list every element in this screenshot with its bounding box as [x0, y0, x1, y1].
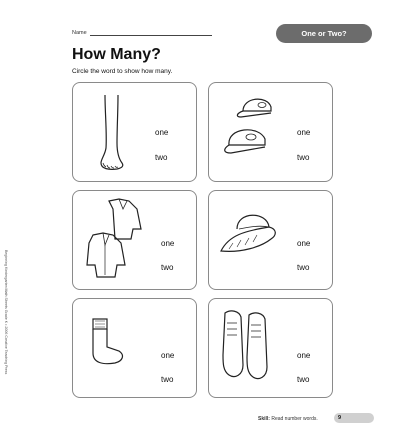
foot-icon: [91, 93, 131, 173]
option-one[interactable]: one: [297, 239, 311, 248]
option-two[interactable]: two: [297, 375, 310, 384]
option-two[interactable]: two: [297, 153, 310, 162]
option-one[interactable]: one: [161, 351, 175, 360]
option-two[interactable]: two: [155, 153, 168, 162]
name-label: Name: [72, 30, 87, 36]
name-line: [72, 30, 212, 36]
copyright-credit: Beginning Kindergarten Math Sheets Grade K • 2006 Creative Teaching Press: [4, 250, 8, 375]
card-sun-hat: [208, 190, 333, 290]
card-sneakers: [208, 298, 333, 398]
card-sock: [72, 298, 197, 398]
card-foot: [72, 82, 197, 182]
option-one[interactable]: one: [155, 128, 169, 137]
sneakers-icon: [217, 305, 277, 385]
card-jackets: [72, 190, 197, 290]
instructions: Circle the word to show how many.: [72, 68, 173, 75]
jackets-icon: [79, 195, 149, 283]
topic-badge: One or Two?: [276, 24, 372, 43]
page-title: How Many?: [72, 46, 161, 63]
option-two[interactable]: two: [297, 263, 310, 272]
option-two[interactable]: two: [161, 263, 174, 272]
page-number: 9: [334, 413, 374, 423]
option-one[interactable]: one: [297, 128, 311, 137]
card-baseball-caps: [208, 82, 333, 182]
skill-note: [258, 416, 318, 422]
option-one[interactable]: one: [297, 351, 311, 360]
skill-label: Skill:: [258, 416, 270, 422]
option-one[interactable]: one: [161, 239, 175, 248]
name-blank[interactable]: [90, 30, 212, 36]
baseball-caps-icon: [215, 89, 285, 169]
sock-icon: [83, 315, 133, 375]
sun-hat-icon: [215, 205, 285, 265]
skill-text: Read number words.: [271, 416, 318, 422]
option-two[interactable]: two: [161, 375, 174, 384]
